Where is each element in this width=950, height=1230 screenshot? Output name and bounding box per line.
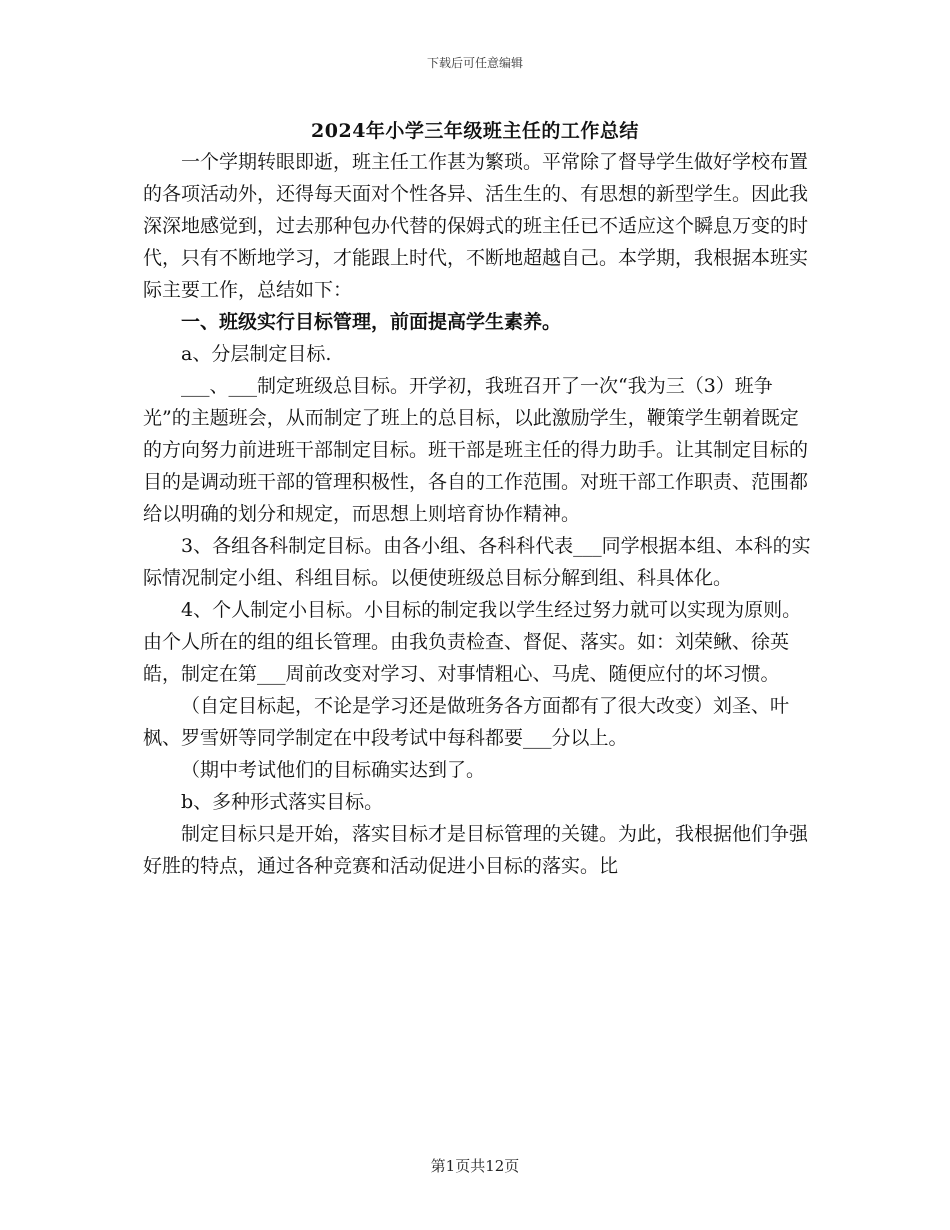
paragraph-individual-goal: 4、个人制定小目标。小目标的制定我以学生经过努力就可以实现为原则。由个人所在的组的组长管理。由我负责检查、督促、落实。如：刘荣鳅、徐英皓，制定在第___周前改变对学习、对事情粗心、马虎、随便应付的坏习惯。 [143,599,802,685]
paragraph-intro: 一个学期转眼即逝，班主任工作甚为繁琐。平常除了督导学生做好学校布置的各项活动外，还得每天面对个性各异、活生生的、有思想的新型学生。因此我深深地感觉到，过去那种包办代替的保姆式的班主任已不适应这个瞬息万变的时代，只有不断地学习，才能跟上时代，不断地超越自己。本学期，我根据本班实际主要工作，总结如下： [143,151,809,301]
section-heading-1: 一、班级实行目标管理，前面提高学生素养。 [181,311,562,333]
subheading-b: b、多种形式落实目标。 [181,791,384,813]
paragraph-group-goal: 3、各组各科制定目标。由各小组、各科科代表___同学根据本组、本科的实际情况制定小组、科组目标。以便使班级总目标分解到组、科具体化。 [143,535,811,589]
paragraph-implementation: 制定目标只是开始，落实目标才是目标管理的关键。为此，我根据他们争强好胜的特点，通过各种竞赛和活动促进小目标的落实。比 [143,823,809,877]
paragraph-note-2: （期中考试他们的目标确实达到了。 [181,759,486,781]
paragraph-note-1: （自定目标起，不论是学习还是做班务各方面都有了很大改变）刘圣、叶枫、罗雪妍等同学制定在中段考试中每科都要___分以上。 [143,695,790,749]
page-header: 下载后可任意编辑 [426,56,523,70]
document-body [143,146,811,882]
page-footer: 第1页共12页 [430,1157,520,1175]
document-title: 2024年小学三年级班主任的工作总结 [311,120,639,142]
subheading-a: a、分层制定目标. [181,343,332,365]
paragraph-class-goal: ___、___制定班级总目标。开学初，我班召开了一次“我为三（3）班争光”的主题班会，从而制定了班上的总目标，以此激励学生，鞭策学生朝着既定的方向努力前进班干部制定目标。班干部是班主任的得力助手。让其制定目标的目的是调动班干部的管理积极性，各自的工作范围。对班干部工作职责、范围都给以明确的划分和规定，而思想上则培育协作精神。 [143,375,809,525]
